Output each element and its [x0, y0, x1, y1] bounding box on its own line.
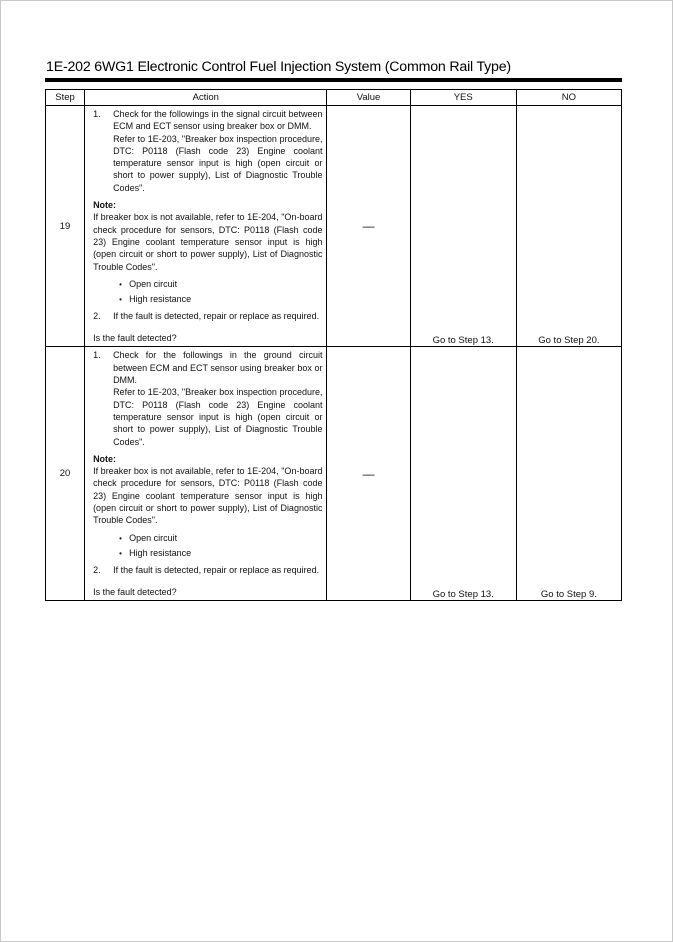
action-instruction: If the fault is detected, repair or replace as required.	[113, 310, 320, 321]
note-text: If breaker box is not available, refer to 1E-204, "On-board check procedure for sensors, DTC: P0118 (Flash code 23) Engine coolant temperature sensor input is high (open circuit or short to power supply), List of Diagnostic Trouble Codes".	[93, 466, 323, 526]
item-number: 1.	[93, 109, 101, 119]
action-item	[93, 310, 322, 322]
note-block	[93, 199, 322, 273]
question-text: Is the fault detected?	[93, 586, 177, 597]
value-cell: —	[327, 106, 410, 347]
table-row	[46, 347, 622, 601]
note-label: Note:	[93, 453, 117, 464]
bullet-item: • High resistance	[119, 292, 322, 307]
bullet-list	[93, 277, 322, 307]
table-row	[46, 106, 622, 347]
action-cell	[85, 347, 327, 601]
no-cell: Go to Step 20.	[516, 106, 621, 347]
column-header-step: Step	[46, 90, 85, 106]
column-header-yes: YES	[410, 90, 516, 106]
item-number: 2.	[93, 310, 101, 321]
yes-cell: Go to Step 13.	[410, 106, 516, 347]
note-text: If breaker box is not available, refer to 1E-204, "On-board check procedure for sensors, DTC: P0118 (Flash code 23) Engine coolant temperature sensor input is high (open circuit or short to power supply), List of Diagnostic Trouble Codes".	[93, 212, 323, 272]
action-item	[93, 564, 322, 576]
step-number: 20	[46, 347, 85, 601]
action-instruction: Check for the followings in the ground circuit between ECM and ECT sensor using breaker box or DMM.	[113, 350, 323, 386]
note-block	[93, 453, 322, 527]
yes-cell: Go to Step 13.	[410, 347, 516, 601]
column-header-value: Value	[327, 90, 410, 106]
column-header-action: Action	[85, 90, 327, 106]
column-header-no: NO	[516, 90, 621, 106]
bullet-item: • High resistance	[119, 546, 322, 561]
diagnostic-steps-table	[45, 89, 622, 601]
question-text: Is the fault detected?	[93, 333, 177, 344]
note-label: Note:	[93, 200, 117, 211]
action-item	[93, 349, 322, 447]
item-number: 2.	[93, 564, 101, 575]
action-cell	[85, 106, 327, 347]
bullet-item: • Open circuit	[119, 531, 322, 546]
bullet-list	[93, 531, 322, 561]
bullet-item: • Open circuit	[119, 277, 322, 292]
item-number: 1.	[93, 350, 101, 361]
value-cell: —	[327, 347, 410, 601]
step-number: 19	[46, 106, 85, 347]
page-title: 1E-202 6WG1 Electronic Control Fuel Injection System (Common Rail Type)	[46, 59, 511, 75]
no-cell: Go to Step 9.	[516, 347, 621, 601]
header-rule	[45, 78, 622, 82]
action-reference: Refer to 1E-203, "Breaker box inspection procedure, DTC: P0118 (Flash code 23) Engine coolant temperature sensor input is high (open circuit or short to power supply), List of Diagnostic Trouble Codes".	[113, 133, 323, 193]
action-instruction: Check for the followings in the signal circuit between ECM and ECT sensor using breaker box or DMM.	[113, 109, 323, 132]
action-reference: Refer to 1E-203, "Breaker box inspection procedure, DTC: P0118 (Flash code 23) Engine coolant temperature sensor input is high (open circuit or short to power supply), List of Diagnostic Trouble Codes".	[113, 387, 323, 447]
action-item	[93, 108, 322, 194]
action-instruction: If the fault is detected, repair or replace as required.	[113, 564, 320, 575]
table-header-row	[46, 90, 622, 106]
